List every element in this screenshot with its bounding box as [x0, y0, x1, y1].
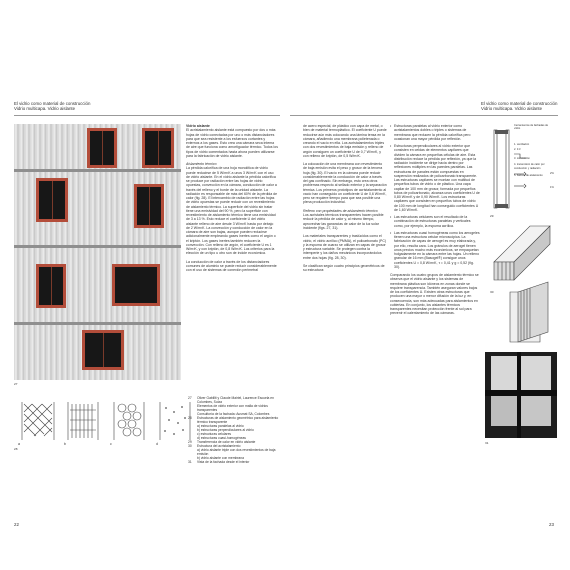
caption-text: Estructura del acristalamiento a) vidrio aislante triple con dos revestimientos de baja emisión b) vidrio aislante con membrana [197, 444, 276, 460]
diagram-label-c: c [110, 442, 112, 446]
facade-photo [14, 124, 181, 380]
paragraph: de acero especial, de plástico con capa de metal, o bien de material termoplástico. El coeficiente U puede reducirse aún más colocando una lámina tensa en la cámara, añadiendo una membrana polietenada o creando el vacío en ella. Los acristalamientos triples con dos revestimientos de baja emisión y relleno de argón consiguen un coeficiente U de 0,7 W/m²K, y con relleno de kriptón, de 0,5 W/m²K. [303, 124, 387, 158]
heat-label-3: 3. convección [514, 157, 530, 161]
figure-captions [188, 396, 280, 464]
paragraph: Comparando los cuatro grupos de aislamiento térmico se observa que el vidrio aislante y los sistemas de membrana plástica son idóneos en zonas donde se requiere transparencia. También aseguran valores bajos de los coeficientes U. Existen otras estructuras que producen una mayor o menor difusión de la luz y, en consecuencia, son más adecuadas para aislamientos en cubiertas. En conjunto, los aislantes térmicos transparentes necesitan protección frente al sol para prevenir el calentamiento de las cámaras. [390, 273, 479, 316]
bullet-item: • Las estructuras cuasi homogéneas como los aerogeles tienen una estructura celular microscópica. La fabricación de capas de aerogel es muy elaborada y, por ello, resulta cara. Los gránulos de aerogel tienen unos precios mucho más económicos, se empaquetan holgadamente en la cámara entre las hojas. Un relleno granular de 16 mm (Basogel®) consigue unos coeficientes U = 0,8 W/m²K, τ = 0,41 y g = 0,52 (fig. 30). [390, 231, 480, 269]
heading-aislamiento-termico: Aislamiento térmico [186, 162, 217, 167]
heat-label-1: 1. ventilación [514, 143, 530, 147]
caption-number: 31 [188, 460, 192, 464]
caption-number: 28 [188, 416, 192, 420]
diagram-label-b: b [64, 442, 66, 446]
right-running-head: El vidrio como material de construcción Vidrio multicapa. Vidrio aislante [481, 101, 558, 112]
left-page-number: 22 [14, 522, 19, 527]
heading-relleno: Relleno con propiedades de aislamiento térmico [303, 208, 378, 213]
heat-diagram-labels [514, 124, 550, 177]
heat-percent-1: 2% [550, 172, 554, 175]
interior-photo [485, 352, 557, 438]
heading-vidrio-aislante: Vidrio aislante [186, 124, 210, 128]
right-page-number: 23 [549, 522, 554, 527]
caption-text: Oliver Gabillit y Claude Mairiel, Laurence Escuela en Colombes, Suiza Elementos de vidrio exterior con malla de vidrios transparentes [197, 396, 274, 412]
paragraph: El acristalamiento aislante está compuesto por dos o más hojas de vidrio conectadas por uno o más distanciadores para que sea resistente a los esfuerzos cortantes y externos a los gases. Esto crea una cámara seca intema de aire que funciona como amortiguador térmico. Todos los tipos de vidrio comentados hasta ahora pueden utilizarse para la fabricación de vidrio aislante. [186, 128, 278, 158]
right-column-1 [390, 124, 480, 320]
bullet-item: • Estructuras perpendiculares al vidrio exterior que consisten en celdas de elementos capilares que dividen la cámara en pequeñas células de aire. Esta distribución reduce la pérdida por reflexión, ya que la radiación incidente se dirige hacia dentro por reflexiones múltiples en las paredes paralelas. Las estructuras de panales están compuestas en suspensión realizados de policarbonato transparente. Las estructuras capilares se montan con multitud de pequeños tubos de vidrio o de plástico. Una capa capilar de 100 mm de grosor, formada por pequeños tubos de policarbonato, alcanza unos coeficientes U de 0,80 W/m²K y de 0,90 W/m²K. Los estructuras capilares que consisten en pequeños tubos de vidrio de 100 mm de longitud han conseguido coeficientes U de 1,60 W/m²K. [390, 144, 480, 212]
right-head-rule [290, 115, 558, 116]
left-head-rule [14, 115, 280, 116]
paragraph: Los materiales transparentes y traslúcidos como el vidrio, el vidrio acrílico (PMMA), el policarbonato (PC) y la espuma de cuarzo se utilizan en capas de grosor y estructura variable. Se protegen contra la intemperie y los daños mecánicos incorporándolos entre dos hojas (fig. 28, 30). [303, 234, 387, 260]
bullet-item: • Estructuras paralelas al vidrio exterior como acristalamientos dobles o triples o sistemas de membrana que reducen la pérdida calorífica pero ocasionan una mayor pérdida por reflexión. [390, 124, 480, 141]
heat-diagram-title: Cerramientos de fachadas de vidrio [514, 124, 549, 131]
paragraph: La conducción de calor a través de los distanciadores comunes de aluminio se puede reducir considerablemente con el uso de sistemas de conexión perimetral [186, 259, 277, 273]
glazing-structure-illustration [490, 222, 558, 354]
left-running-head: El vidrio como material de construcción Vidrio multicapa. Vidrio aislante [14, 101, 91, 112]
caption-text: Consultoría de la fachada: Ausmat SA, Colombes [197, 412, 270, 416]
fig-28-number: 28 [14, 447, 18, 451]
paragraph: La colocación de una membrana con revestimiento de baja emisión evita el peso y grosor de la tercera hoja (fig. 30). El vacío en la cámara puede reducir considerablemente la conducción de calor a través del gas confinado. Sin embargo, esto crea otros problemas respecto al sellado exterior y la separación térmica. Los primeros prototipos de acristalamiento al vacío han conseguido un coeficiente U de 0,6 W/m²K, pero se requiere tiempo para que sea posible una plena producción industrial. [303, 162, 387, 205]
fig-27-number: 27 [14, 382, 18, 386]
left-column-1 [186, 124, 278, 277]
caption-text: Vista de la fachada desde el interior [197, 460, 250, 464]
diagram-label-a: a [18, 442, 20, 446]
caption-number: 27 [188, 396, 192, 400]
left-column-2 [303, 124, 387, 277]
heat-label-5: 5. barrera de aislamiento [514, 173, 543, 177]
fig-31-number: 31 [485, 441, 489, 445]
caption-text: Estructuras de aislamiento geométrico para aislamiento térmico transparente a) estructuras paralelas al vidrio b) estructuras perpendiculares al vidrio c) estructuras celulares d) estructuras cuasi-homogéneas [197, 416, 279, 440]
caption-number: 30 [188, 444, 192, 448]
fig-30-number: 30 [490, 290, 494, 294]
insulation-structures-diagram [14, 396, 194, 446]
diagram-label-d: d [156, 442, 158, 446]
paragraph: Los acristales térmicos transparentes hacen posible reducir la pérdida de calor y, al mismo tiempo, aprovechar las ganancias de calor de la luz solar incidente (figs. 27, 31). [303, 213, 384, 230]
caption-text: Transferencia de calor en vidrio aislante [197, 440, 256, 444]
bullet-item: • Las estructuras celulares son el resultado de la combinación de estructuras paralelas y verticales como, por ejemplo, la espuma acrílica. [390, 215, 480, 228]
heat-percent-2: 1% [550, 186, 554, 189]
fig-29-number: 29 [490, 214, 494, 218]
heat-label-4: 4. transmisión de calor por conducción y radiación [514, 163, 545, 170]
paragraph: La pérdida calorífica de una hoja monolítica de vidrio puede reducirse de 5 W/m²K a unos 3 W/m²K con el uso de vidrio aislante. En el vidrio aislante la pérdida calorífica se produce por radiación entre las hojas de vidrio opuestas, convección en la cámara, conducción de calor a través del relleno y el borde de la unidad aislante. La radiación es responsable de más del 60% de la pérdida de calor (fig. 28). El intercambio de radiación entre las hojas de vidrio opuestas se puede reducir con un revestimiento de aislamiento térmico. La superficie del vidrio sin tratar tiene una emisividad del 90 %, pero la superficie con revestimiento de aislamiento térmico tiene una emisividad de 3 a 13 %. Esto reduce el coeficiente U del vidrio aislante relleno de aire desde 3 W/m²K hasta por debajo de 2 W/m²K. La convección y conducción de calor en la cámara de aire son bajas, aunque pueden reducirse adicionalmente empleando gases inertes como el argón o el kriptón. Los gases inertes también reducen la convección. Con relleno de argón, el coeficiente U es 1 W/m²K, y con kriptón, de 0,8 W/m²K. Los criterios para la elección de un tipo u otro son de índole económica. [186, 166, 278, 256]
heat-label-2: 2. 3.3 [514, 148, 521, 152]
caption-number: 29 [188, 440, 192, 444]
paragraph: Se clasifican según cuatro principios geométricos de su estructura: [303, 264, 385, 273]
